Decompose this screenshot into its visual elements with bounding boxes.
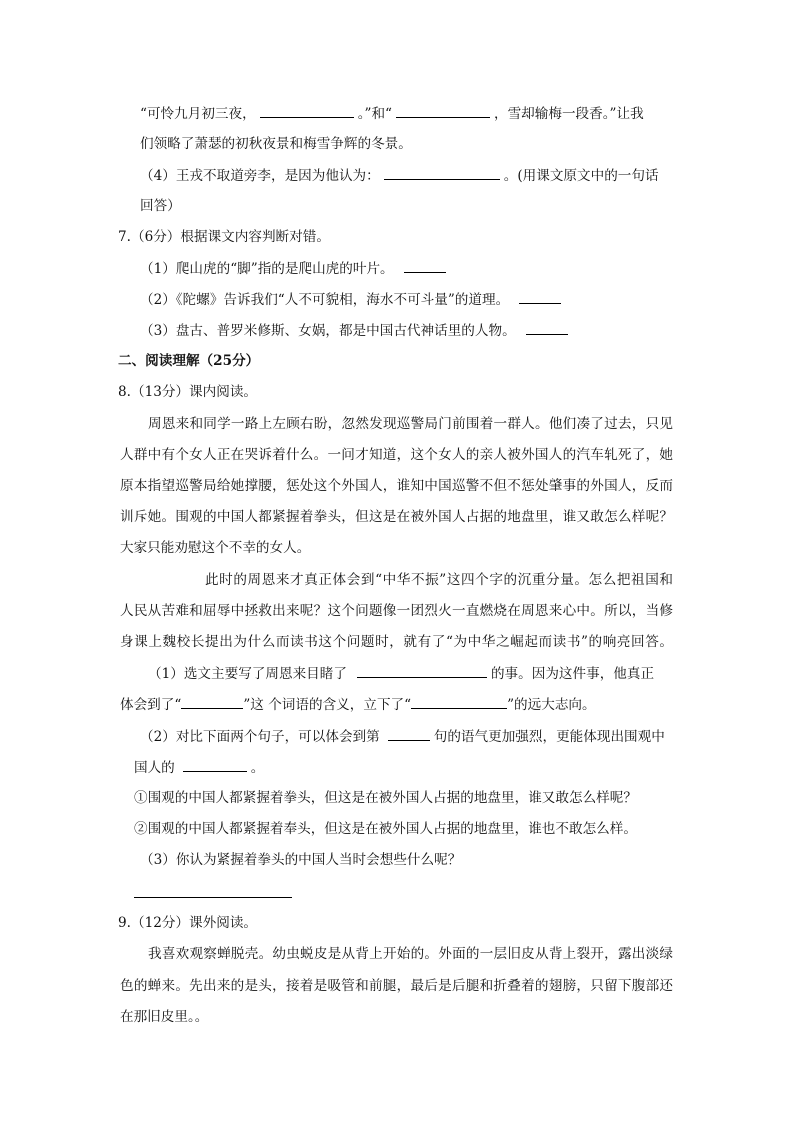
- text: ，雪却输梅一段香。”让我: [494, 106, 644, 122]
- passage-line: 身课上魏校长提出为什么而读书这个问题时，就有了“为中华之崛起而读书”的响亮回答。: [120, 634, 673, 650]
- text: （1）选文主要写了周恩来目睹了: [148, 666, 347, 682]
- judge-item: [140, 258, 450, 278]
- text: （3）盘古、普罗米修斯、女娲，都是中国古代神话里的人物。: [140, 323, 516, 339]
- question-8-2-cont: [134, 757, 264, 777]
- passage-line: 人群中有个女人正在哭诉着什么。一问才知道，这个女人的亲人被外国人的汽车轧死了，她: [120, 447, 673, 463]
- text: 句的语气更加强烈，更能体现出围观中: [433, 729, 665, 745]
- question-6-4: [140, 165, 659, 185]
- answer-blank[interactable]: [519, 289, 561, 304]
- text: 体会到了“: [120, 697, 182, 713]
- text: “可怜九月初三夜，: [140, 106, 256, 122]
- answer-blank[interactable]: [181, 694, 243, 709]
- answer-blank[interactable]: [404, 258, 446, 273]
- text: （2）《陀螺》告诉我们“人不可貌相，海水不可斗量”的道理。: [140, 292, 510, 308]
- answer-line[interactable]: [134, 897, 292, 898]
- judge-item: [140, 320, 572, 340]
- text-line: 们领略了萧瑟的初秋夜景和梅雪争辉的冬景。: [140, 136, 412, 152]
- question-8-3: （3）你认为紧握着拳头的中国人当时会想些什么呢？: [140, 852, 462, 868]
- text: （2）对比下面两个句子，可以体会到第: [140, 729, 380, 745]
- passage-line: 周恩来和同学一路上左顾右盼，忽然发现巡警局门前围着一群人。他们凑了过去，只见: [148, 416, 673, 432]
- text: 的事。因为这件事，他真正: [490, 666, 655, 682]
- question-7-title: 7.（6分）根据课文内容判断对错。: [118, 229, 330, 245]
- question-8-2: [140, 726, 665, 746]
- text: 。”和“: [357, 106, 392, 122]
- answer-blank[interactable]: [260, 103, 354, 118]
- text: 国人的: [134, 760, 175, 776]
- answer-blank[interactable]: [396, 103, 490, 118]
- passage-line: 在那旧皮里。。: [120, 1009, 209, 1025]
- answer-blank[interactable]: [526, 320, 568, 335]
- answer-blank[interactable]: [388, 726, 430, 741]
- question-8-1-cont: [120, 694, 596, 714]
- question-8-1: [148, 663, 654, 683]
- passage-line: 人民从苦难和屈辱中拯救出来呢？这个问题像一团烈火一直燃烧在周恩来心中。所以，当修: [120, 603, 673, 619]
- question-9-title: 9.（12分）课外阅读。: [118, 915, 258, 931]
- answer-blank[interactable]: [411, 694, 507, 709]
- compare-sentence-1: ①围观的中国人都紧握着拳头，但这是在被外国人占据的地盘里，谁又敢怎么样呢？: [134, 790, 637, 806]
- text: 。: [250, 760, 265, 776]
- passage-line: 我喜欢观察蝉脱壳。幼虫蜕皮是从背上开始的。外面的一层旧皮从背上裂开，露出淡绿: [148, 946, 673, 962]
- passage-line: 大家只能劝慰这个不幸的女人。: [120, 540, 311, 556]
- answer-blank[interactable]: [357, 663, 487, 678]
- poem-fill-line: [140, 103, 644, 123]
- answer-blank[interactable]: [384, 165, 500, 180]
- section-heading: 二、阅读理解（25分）: [118, 353, 260, 369]
- answer-blank[interactable]: [183, 757, 247, 772]
- text: （1）爬山虎的“脚”指的是爬山虎的叶片。: [140, 261, 394, 277]
- passage-line: 色的蝉来。先出来的是头，接着是吸管和前腿，最后是后腿和折叠着的翅膀，只留下腹部还: [120, 978, 673, 994]
- text: （4）王戎不取道旁李，是因为他认为：: [140, 168, 380, 184]
- passage-line: 此时的周恩来才真正体会到“中华不振”这四个字的沉重分量。怎么把祖国和: [205, 572, 673, 588]
- judge-item: [140, 289, 565, 309]
- compare-sentence-2: ②围观的中国人都紧握着奉头，但这是在被外国人占据的地盘里，谁也不敢怎么样。: [134, 821, 637, 837]
- passage-line: 原本指望巡警局给她撑腰，惩处这个外国人，谁知中国巡警不但不惩处肇事的外国人，反而: [120, 478, 673, 494]
- text-line: 回答）: [140, 198, 181, 214]
- text: 。(用课文原文中的一句话: [503, 168, 659, 184]
- question-8-title: 8.（13分）课内阅读。: [118, 384, 258, 400]
- text: ”这 个词语的含义，立下了“: [243, 697, 412, 713]
- text: ”的远大志向。: [507, 697, 596, 713]
- passage-line: 训斥她。围观的中国人都紧握着拳头，但这是在被外国人占据的地盘里，谁又敢怎么样呢？: [120, 509, 673, 525]
